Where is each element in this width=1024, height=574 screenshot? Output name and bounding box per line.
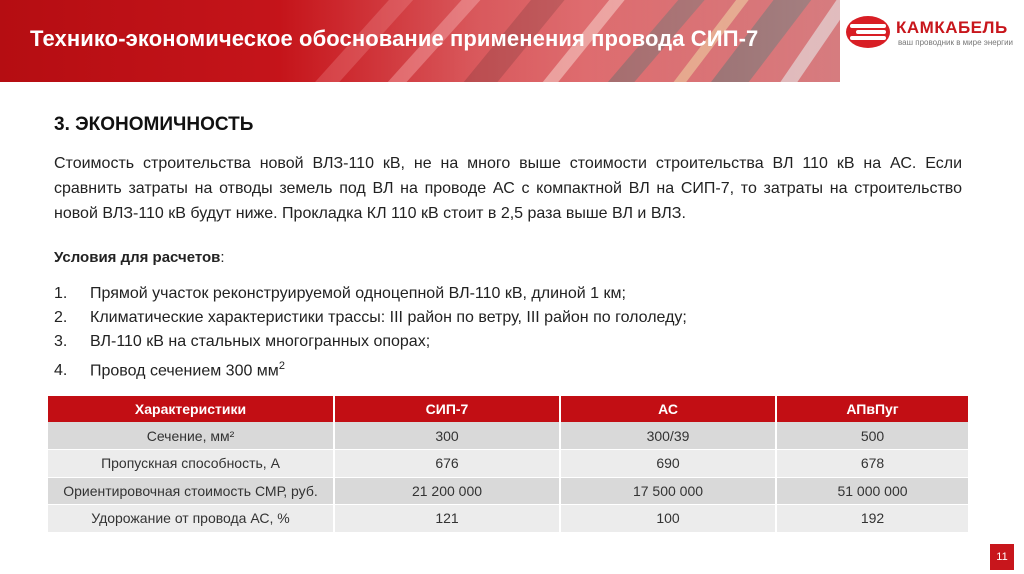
table-cell: Ориентировочная стоимость СМР, руб. [48, 477, 334, 505]
condition-number: 4. [54, 362, 68, 380]
table-cell: 21 200 000 [334, 477, 560, 505]
conditions-heading [54, 249, 225, 266]
table-cell: 51 000 000 [776, 477, 968, 505]
header-band [0, 0, 840, 82]
intro-paragraph: Стоимость строительства новой ВЛЗ-110 кВ, не на много выше стоимости строительства ВЛ 110 кВ на АС. Если сравнить затраты на отводы земель под ВЛ на проводе АС с компактной ВЛ на СИП-7, то затраты на строительство новой ВЛЗ-110 кВ будут ниже. Прокладка КЛ 110 кВ стоит в 2,5 раза выше ВЛ и ВЛЗ. [54, 155, 962, 222]
table-header-row [48, 396, 968, 422]
kamkabel-logo-icon [846, 16, 890, 48]
table-cell: Сечение, мм² [48, 422, 334, 450]
table-cell: 500 [776, 422, 968, 450]
condition-item [54, 354, 954, 378]
conditions-list [54, 282, 954, 378]
table-cell: 192 [776, 505, 968, 533]
conditions-heading-text: Условия для расчетов [54, 249, 221, 266]
condition-text: Прямой участок реконструируемой одноцепной ВЛ-110 кВ, длиной 1 км; [90, 285, 626, 302]
table-cell: 678 [776, 450, 968, 478]
condition-number: 2. [54, 309, 68, 326]
condition-item [54, 282, 954, 306]
table-row [48, 450, 968, 478]
condition-item [54, 330, 954, 354]
company-logo [846, 10, 1016, 54]
table-cell: 690 [560, 450, 776, 478]
condition-number: 3. [54, 333, 68, 350]
condition-item [54, 306, 954, 330]
table-cell: Пропускная способность, А [48, 450, 334, 478]
slide-title: Технико-экономическое обоснование применения провода СИП-7 [30, 26, 759, 51]
table-cell: 100 [560, 505, 776, 533]
column-header: АПвПуг [776, 396, 968, 422]
column-header: СИП-7 [334, 396, 560, 422]
superscript: 2 [278, 360, 285, 372]
logo-name: КАМКАБЕЛЬ [896, 18, 1008, 37]
table-cell: 17 500 000 [560, 477, 776, 505]
logo-tagline: ваш проводник в мире энергии [898, 38, 1014, 47]
table-row [48, 477, 968, 505]
table-row [48, 505, 968, 533]
table-cell: 300 [334, 422, 560, 450]
condition-number: 1. [54, 285, 68, 302]
condition-text: ВЛ-110 кВ на стальных многогранных опорах; [90, 333, 431, 350]
conditions-heading-colon: : [220, 249, 225, 266]
column-header: АС [560, 396, 776, 422]
table-row [48, 422, 968, 450]
section-heading: 3. ЭКОНОМИЧНОСТЬ [54, 114, 254, 135]
column-header: Характеристики [48, 396, 334, 422]
table-cell: Удорожание от провода АС, % [48, 505, 334, 533]
comparison-table [48, 396, 968, 533]
page-number: 11 [990, 544, 1014, 570]
table-cell: 300/39 [560, 422, 776, 450]
condition-text: Провод сечением 300 мм [90, 362, 279, 380]
table-cell: 676 [334, 450, 560, 478]
table-cell: 121 [334, 505, 560, 533]
condition-text: Климатические характеристики трассы: III район по ветру, III район по гололеду; [90, 309, 687, 326]
